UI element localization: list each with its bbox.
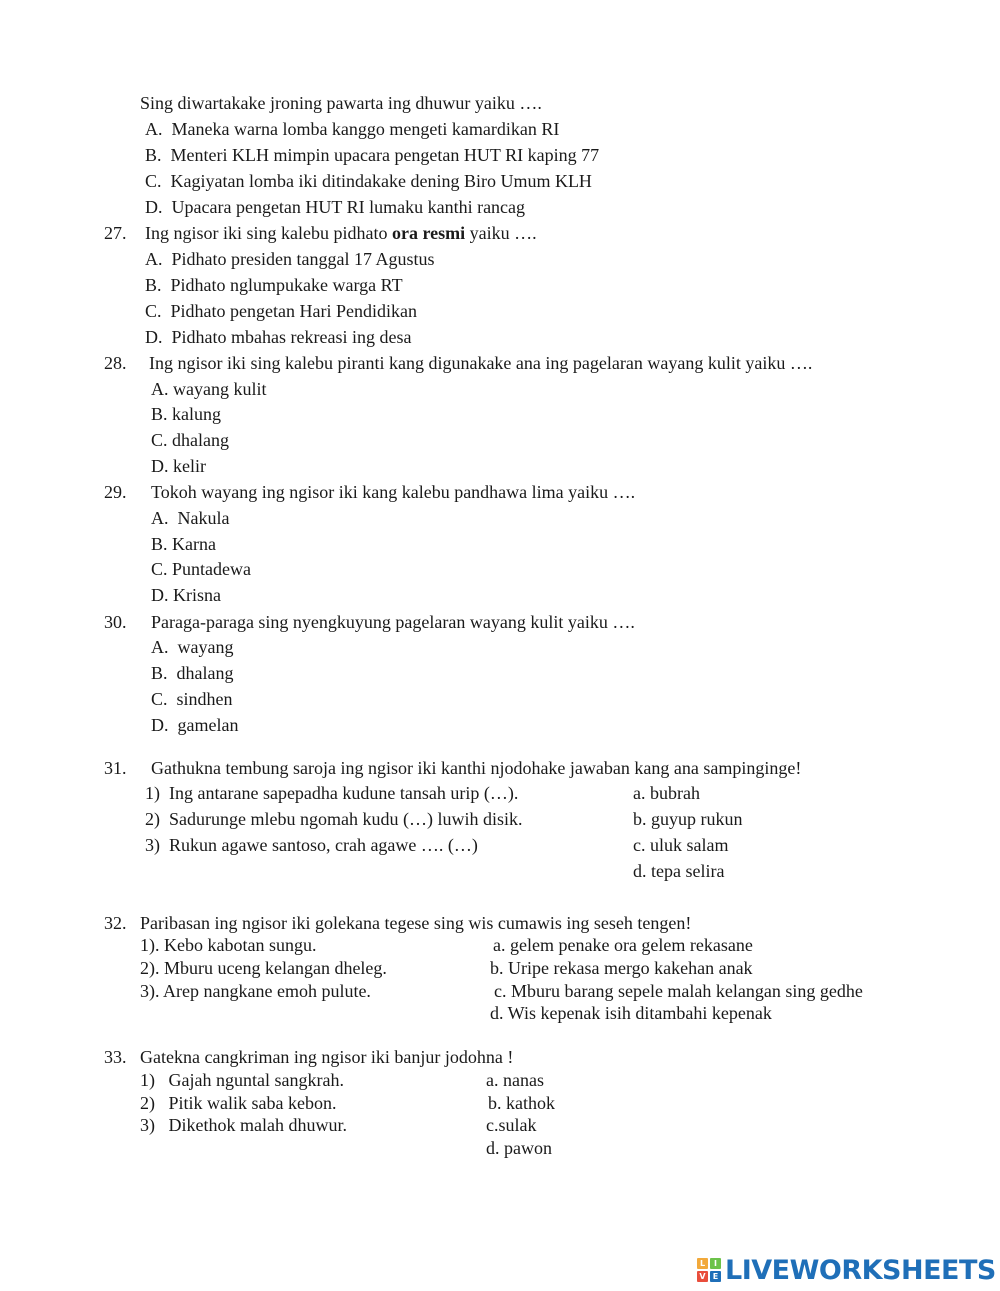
q27-option-a: A. Pidhato presiden tanggal 17 Agustus <box>145 249 435 269</box>
q29-option-d: D. Krisna <box>151 585 221 605</box>
q31-item-2: 2) Sadurunge mlebu ngomah kudu (…) luwih disik. <box>145 809 523 829</box>
q33-answer-d: d. pawon <box>486 1138 552 1158</box>
q31-answer-b: b. guyup rukun <box>633 809 743 829</box>
logo-blocks-icon <box>697 1258 721 1282</box>
q31-number: 31. <box>104 758 127 778</box>
q30-option-d: D. gamelan <box>151 715 239 735</box>
q32-item-3: 3). Arep nangkane emoh pulute. <box>140 981 371 1001</box>
q32-stem: Paribasan ing ngisor iki golekana tegese sing wis cumawis ing seseh tengen! <box>140 913 692 933</box>
q29-option-b: B. Karna <box>151 534 216 554</box>
q29-number: 29. <box>104 482 127 502</box>
q26-option-c: C. Kagiyatan lomba iki ditindakake dening Biro Umum KLH <box>145 171 592 191</box>
q31-item-3: 3) Rukun agawe santoso, crah agawe …. (…) <box>145 835 478 855</box>
q29-option-a: A. Nakula <box>151 508 230 528</box>
q33-stem: Gatekna cangkriman ing ngisor iki banjur jodohna ! <box>140 1047 514 1067</box>
q30-option-a: A. wayang <box>151 637 234 657</box>
q33-answer-b: b. kathok <box>488 1093 555 1113</box>
liveworksheets-logo <box>697 1255 996 1285</box>
q28-option-b: B. kalung <box>151 404 222 424</box>
q31-answer-d: d. tepa selira <box>633 861 725 881</box>
q26-option-a: A. Maneka warna lomba kanggo mengeti kamardikan RI <box>145 119 560 139</box>
q29-stem: Tokoh wayang ing ngisor iki kang kalebu pandhawa lima yaiku …. <box>151 482 636 502</box>
q32-number: 32. <box>104 913 127 933</box>
q26-option-d: D. Upacara pengetan HUT RI lumaku kanthi rancag <box>145 197 526 217</box>
q32-answer-d: d. Wis kepenak isih ditambahi kepenak <box>490 1003 772 1023</box>
q28-option-d: D. kelir <box>151 456 206 476</box>
q32-answer-a: a. gelem penake ora gelem rekasane <box>493 935 753 955</box>
logo-block-e: E <box>710 1271 721 1282</box>
q28-option-a: A. wayang kulit <box>151 379 267 399</box>
q33-item-1: 1) Gajah nguntal sangkrah. <box>140 1070 344 1090</box>
q31-item-1: 1) Ing antarane sapepadha kudune tansah urip (…). <box>145 783 519 803</box>
q33-answer-c: c.sulak <box>486 1115 537 1135</box>
q28-number: 28. <box>104 353 127 373</box>
q28-option-c: C. dhalang <box>151 430 229 450</box>
q30-number: 30. <box>104 612 127 632</box>
q30-option-c: C. sindhen <box>151 689 233 709</box>
q30-stem: Paraga-paraga sing nyengkuyung pagelaran wayang kulit yaiku …. <box>151 612 635 632</box>
q27-option-b: B. Pidhato nglumpukake warga RT <box>145 275 403 295</box>
logo-wordmark: LIVEWORKSHEETS <box>725 1254 996 1286</box>
q32-item-1: 1). Kebo kabotan sungu. <box>140 935 317 955</box>
q28-stem: Ing ngisor iki sing kalebu piranti kang digunakake ana ing pagelaran wayang kulit yaiku …. <box>149 353 813 373</box>
q27-stem-bold: ora resmi <box>391 223 466 243</box>
q33-item-3: 3) Dikethok malah dhuwur. <box>140 1115 347 1135</box>
q27-option-d: D. Pidhato mbahas rekreasi ing desa <box>145 327 412 347</box>
q26-option-b: B. Menteri KLH mimpin upacara pengetan HUT RI kaping 77 <box>145 145 600 165</box>
q31-answer-c: c. uluk salam <box>633 835 729 855</box>
q31-answer-a: a. bubrah <box>633 783 700 803</box>
q27-stem: Ing ngisor iki sing kalebu pidhato ora resmi yaiku …. <box>145 223 537 243</box>
q26-stem: Sing diwartakake jroning pawarta ing dhuwur yaiku …. <box>140 93 542 113</box>
q32-answer-b: b. Uripe rekasa mergo kakehan anak <box>490 958 753 978</box>
q27-option-c: C. Pidhato pengetan Hari Pendidikan <box>145 301 417 321</box>
q33-item-2: 2) Pitik walik saba kebon. <box>140 1093 337 1113</box>
logo-block-l: L <box>697 1258 708 1269</box>
q27-number: 27. <box>104 223 127 243</box>
q33-number: 33. <box>104 1047 127 1067</box>
q29-option-c: C. Puntadewa <box>151 559 251 579</box>
q31-stem: Gathukna tembung saroja ing ngisor iki kanthi njodohake jawaban kang ana sampinginge! <box>151 758 802 778</box>
q30-option-b: B. dhalang <box>151 663 234 683</box>
q32-answer-c: c. Mburu barang sepele malah kelangan sing gedhe <box>494 981 863 1001</box>
q32-item-2: 2). Mburu uceng kelangan dheleg. <box>140 958 387 978</box>
logo-block-v: V <box>697 1271 708 1282</box>
logo-block-i: I <box>710 1258 721 1269</box>
q33-answer-a: a. nanas <box>486 1070 544 1090</box>
